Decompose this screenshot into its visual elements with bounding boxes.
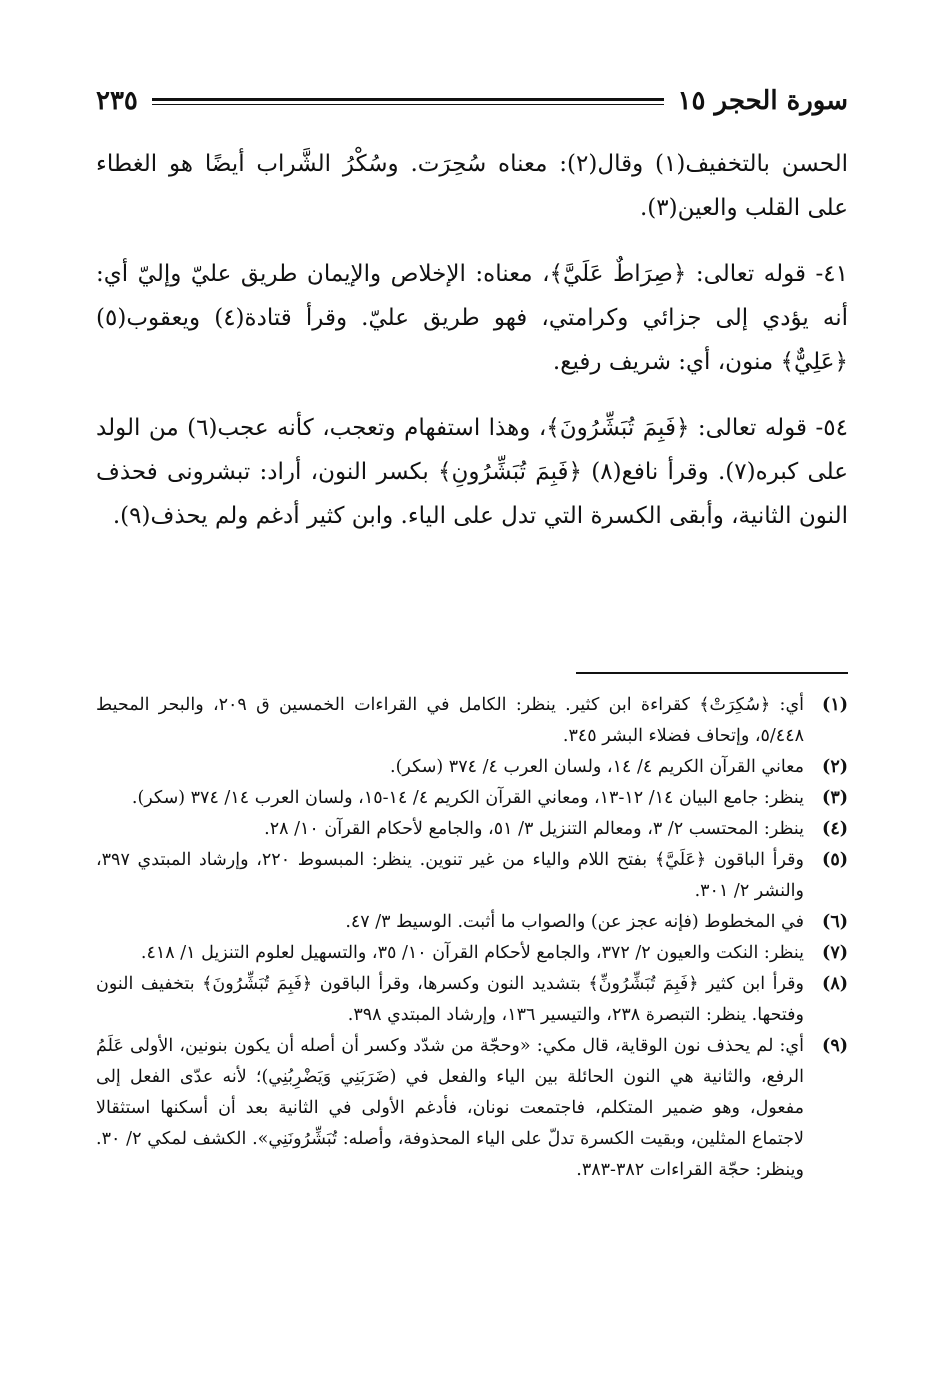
footnote-number: (٦) (822, 912, 848, 932)
footnote (96, 969, 848, 1031)
footnote (96, 845, 848, 907)
paragraph: ٤١- قوله تعالى: ﴿صِرَاطٌ عَلَيَّ﴾، معناه: الإخلاص والإيمان طريق عليّ وإليّ أي: أنه يؤدي إلى جزائي وكرامتي، فهو طريق عليّ. وقرأ قتادة(٤) ويعقوب(٥) ﴿عَلِيٌّ﴾ منون، أي: شريف رفيع. (96, 261, 848, 375)
paragraph: الحسن بالتخفيف(١) وقال(٢): معناه سُحِرَت. وسُكْرُ الشَّراب أيضًا هو الغطاء على القلب والعين(٣). (96, 151, 848, 221)
footnote-text: ينظر: المحتسب ٢/ ٣، ومعالم التنزيل ٣/ ٥١، والجامع لأحكام القرآن ١٠/ ٢٨. (264, 819, 804, 839)
paragraph: ٥٤- قوله تعالى: ﴿فَبِمَ تُبَشِّرُونَ﴾، وهذا استفهام وتعجب، كأنه عجب(٦) من الولد على كبره(٧). وقرأ نافع(٨) ﴿فَبِمَ تُبَشِّرُونِ﴾ بكسر النون، أراد: تبشرونى فحذف النون الثانية، وأبقى الكسرة التي تدل على الياء. وابن كثير أدغم ولم يحذف(٩). (96, 415, 848, 529)
footnote (96, 690, 848, 752)
footnote-number: (٤) (822, 819, 848, 839)
main-text (96, 142, 848, 560)
footnote-number: (٨) (822, 974, 848, 994)
footnote-text: معاني القرآن الكريم ٤/ ١٤، ولسان العرب ٤/ ٣٧٤ (سكر). (390, 757, 804, 777)
footnote-text: أي: ﴿سُكِرَتْ﴾ كقراءة ابن كثير. ينظر: الكامل في القراءات الخمسين ق ٢٠٩، والبحر المحيط ٥/٤٤٨، وإتحاف فضلاء البشر ٣٤٥. (96, 695, 805, 746)
footnote (96, 814, 848, 845)
running-header (96, 78, 848, 124)
chapter-title: سورة الحجر ١٥ (677, 86, 848, 116)
footnote-number: (٩) (822, 1036, 848, 1056)
footnote (96, 907, 848, 938)
footnote-number: (٥) (822, 850, 848, 870)
footnote (96, 783, 848, 814)
footnote-text: ينظر: جامع البيان ١٤/ ١٢-١٣، ومعاني القرآن الكريم ٤/ ١٤-١٥، ولسان العرب ١٤/ ٣٧٤ (سكر). (131, 788, 804, 808)
footnote-text: أي: لم يحذف نون الوقاية، قال مكي: «وحجّة من شدّد وكسر أن أصله أن يكون بنونين، الأولى عَلَمُ الرفع، والثانية هي النون الحائلة بين الياء والفعل في (ضَرَبَنِي وَيَضْرِبُنِي)؛ لأنه عدّى الفعل إلى مفعول، وهو ضمير المتكلم، فاجتمعت نونان، فأدغم الأولى في الثانية بعد أن أسكنها استثقالا لاجتماع المثلين، وبقيت الكسرة تدلّ على الياء المحذوفة، وأصله: تُبَشِّرُونَنِي». الكشف لمكي ٢/ ٣٠. وينظر: حجّة القراءات ٣٨٢-٣٨٣. (96, 1036, 804, 1180)
footnote-text: في المخطوط (فإنه عجز عن) والصواب ما أثبت. الوسيط ٣/ ٤٧. (345, 912, 804, 932)
footnote-text: وقرأ ابن كثير ﴿فَبِمَ تُبَشِّرُونِّ﴾ بتشديد النون وكسرها، وقرأ الباقون ﴿فَبِمَ تُبَشِّرُونَ﴾ بتخفيف النون وفتحها. ينظر: التبصرة ٢٣٨، والتيسير ١٣٦، وإرشاد المبتدي ٣٩٨. (96, 974, 804, 1025)
page-number: ٢٣٥ (96, 86, 138, 116)
footnote-number: (٧) (822, 943, 848, 963)
footnote-divider (576, 672, 848, 674)
footnote-number: (٢) (822, 757, 848, 777)
footnote (96, 752, 848, 783)
footnote (96, 1031, 848, 1186)
footnote-number: (١) (822, 695, 848, 715)
footnote-text: ينظر: النكت والعيون ٢/ ٣٧٢، والجامع لأحكام القرآن ١٠/ ٣٥، والتسهيل لعلوم التنزيل ١/ ٤١٨. (140, 943, 804, 963)
footnote-text: وقرأ الباقون ﴿عَلَيَّ﴾ بفتح اللام والياء من غير تنوين. ينظر: المبسوط ٢٢٠، وإرشاد المبتدي ٣٩٧، والنشر ٢/ ٣٠١. (96, 850, 804, 901)
book-page (96, 78, 848, 1342)
footnotes (96, 690, 848, 1186)
footnote (96, 938, 848, 969)
footnote-number: (٣) (822, 788, 848, 808)
header-rule (152, 98, 664, 105)
